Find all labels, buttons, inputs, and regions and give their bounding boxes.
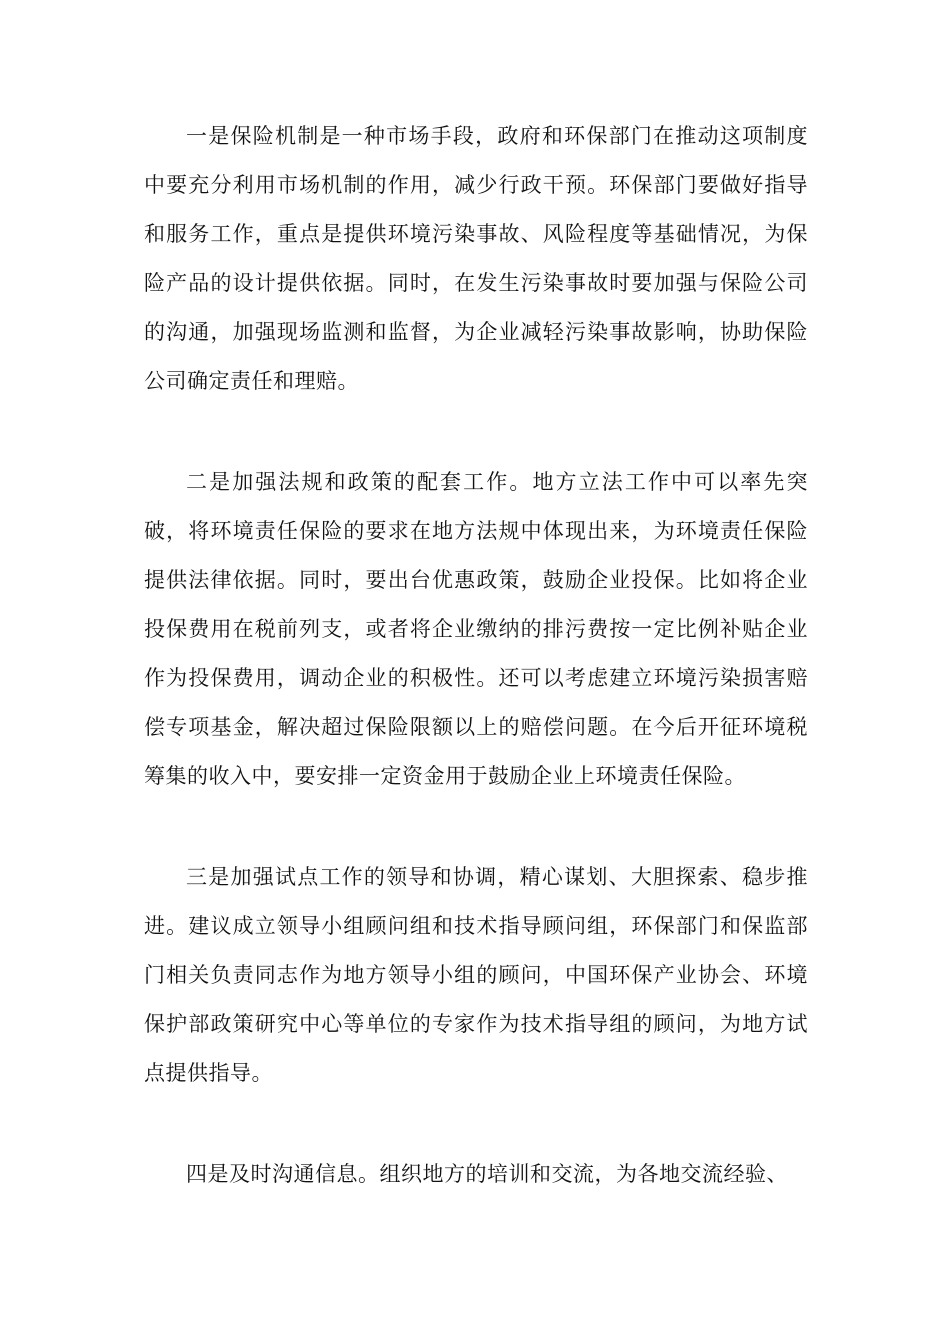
document-body xyxy=(144,112,808,1199)
paragraph-3: 三是加强试点工作的领导和协调，精心谋划、大胆探索、稳步推进。建议成立领导小组顾问组和技术指导顾问组，环保部门和保监部门相关负责同志作为地方领导小组的顾问，中国环保产业协会、环境保护部政策研究中心等单位的专家作为技术指导组的顾问，为地方试点提供指导。 xyxy=(144,865,808,1085)
paragraph-2: 二是加强法规和政策的配套工作。地方立法工作中可以率先突破，将环境责任保险的要求在地方法规中体现出来，为环境责任保险提供法律依据。同时，要出台优惠政策，鼓励企业投保。比如将企业投保费用在税前列支，或者将企业缴纳的排污费按一定比例补贴企业作为投保费用，调动企业的积极性。还可以考虑建立环境污染损害赔偿专项基金，解决超过保险限额以上的赔偿问题。在今后开征环境税筹集的收入中，要安排一定资金用于鼓励企业上环境责任保险。 xyxy=(144,470,808,788)
paragraph-4: 四是及时沟通信息。组织地方的培训和交流，为各地交流经验、 xyxy=(186,1162,788,1186)
paragraph-1: 一是保险机制是一种市场手段，政府和环保部门在推动这项制度中要充分利用市场机制的作用，减少行政干预。环保部门要做好指导和服务工作，重点是提供环境污染事故、风险程度等基础情况，为保险产品的设计提供依据。同时，在发生污染事故时要加强与保险公司的沟通，加强现场监测和监督，为企业减轻污染事故影响，协助保险公司确定责任和理赔。 xyxy=(144,124,808,393)
